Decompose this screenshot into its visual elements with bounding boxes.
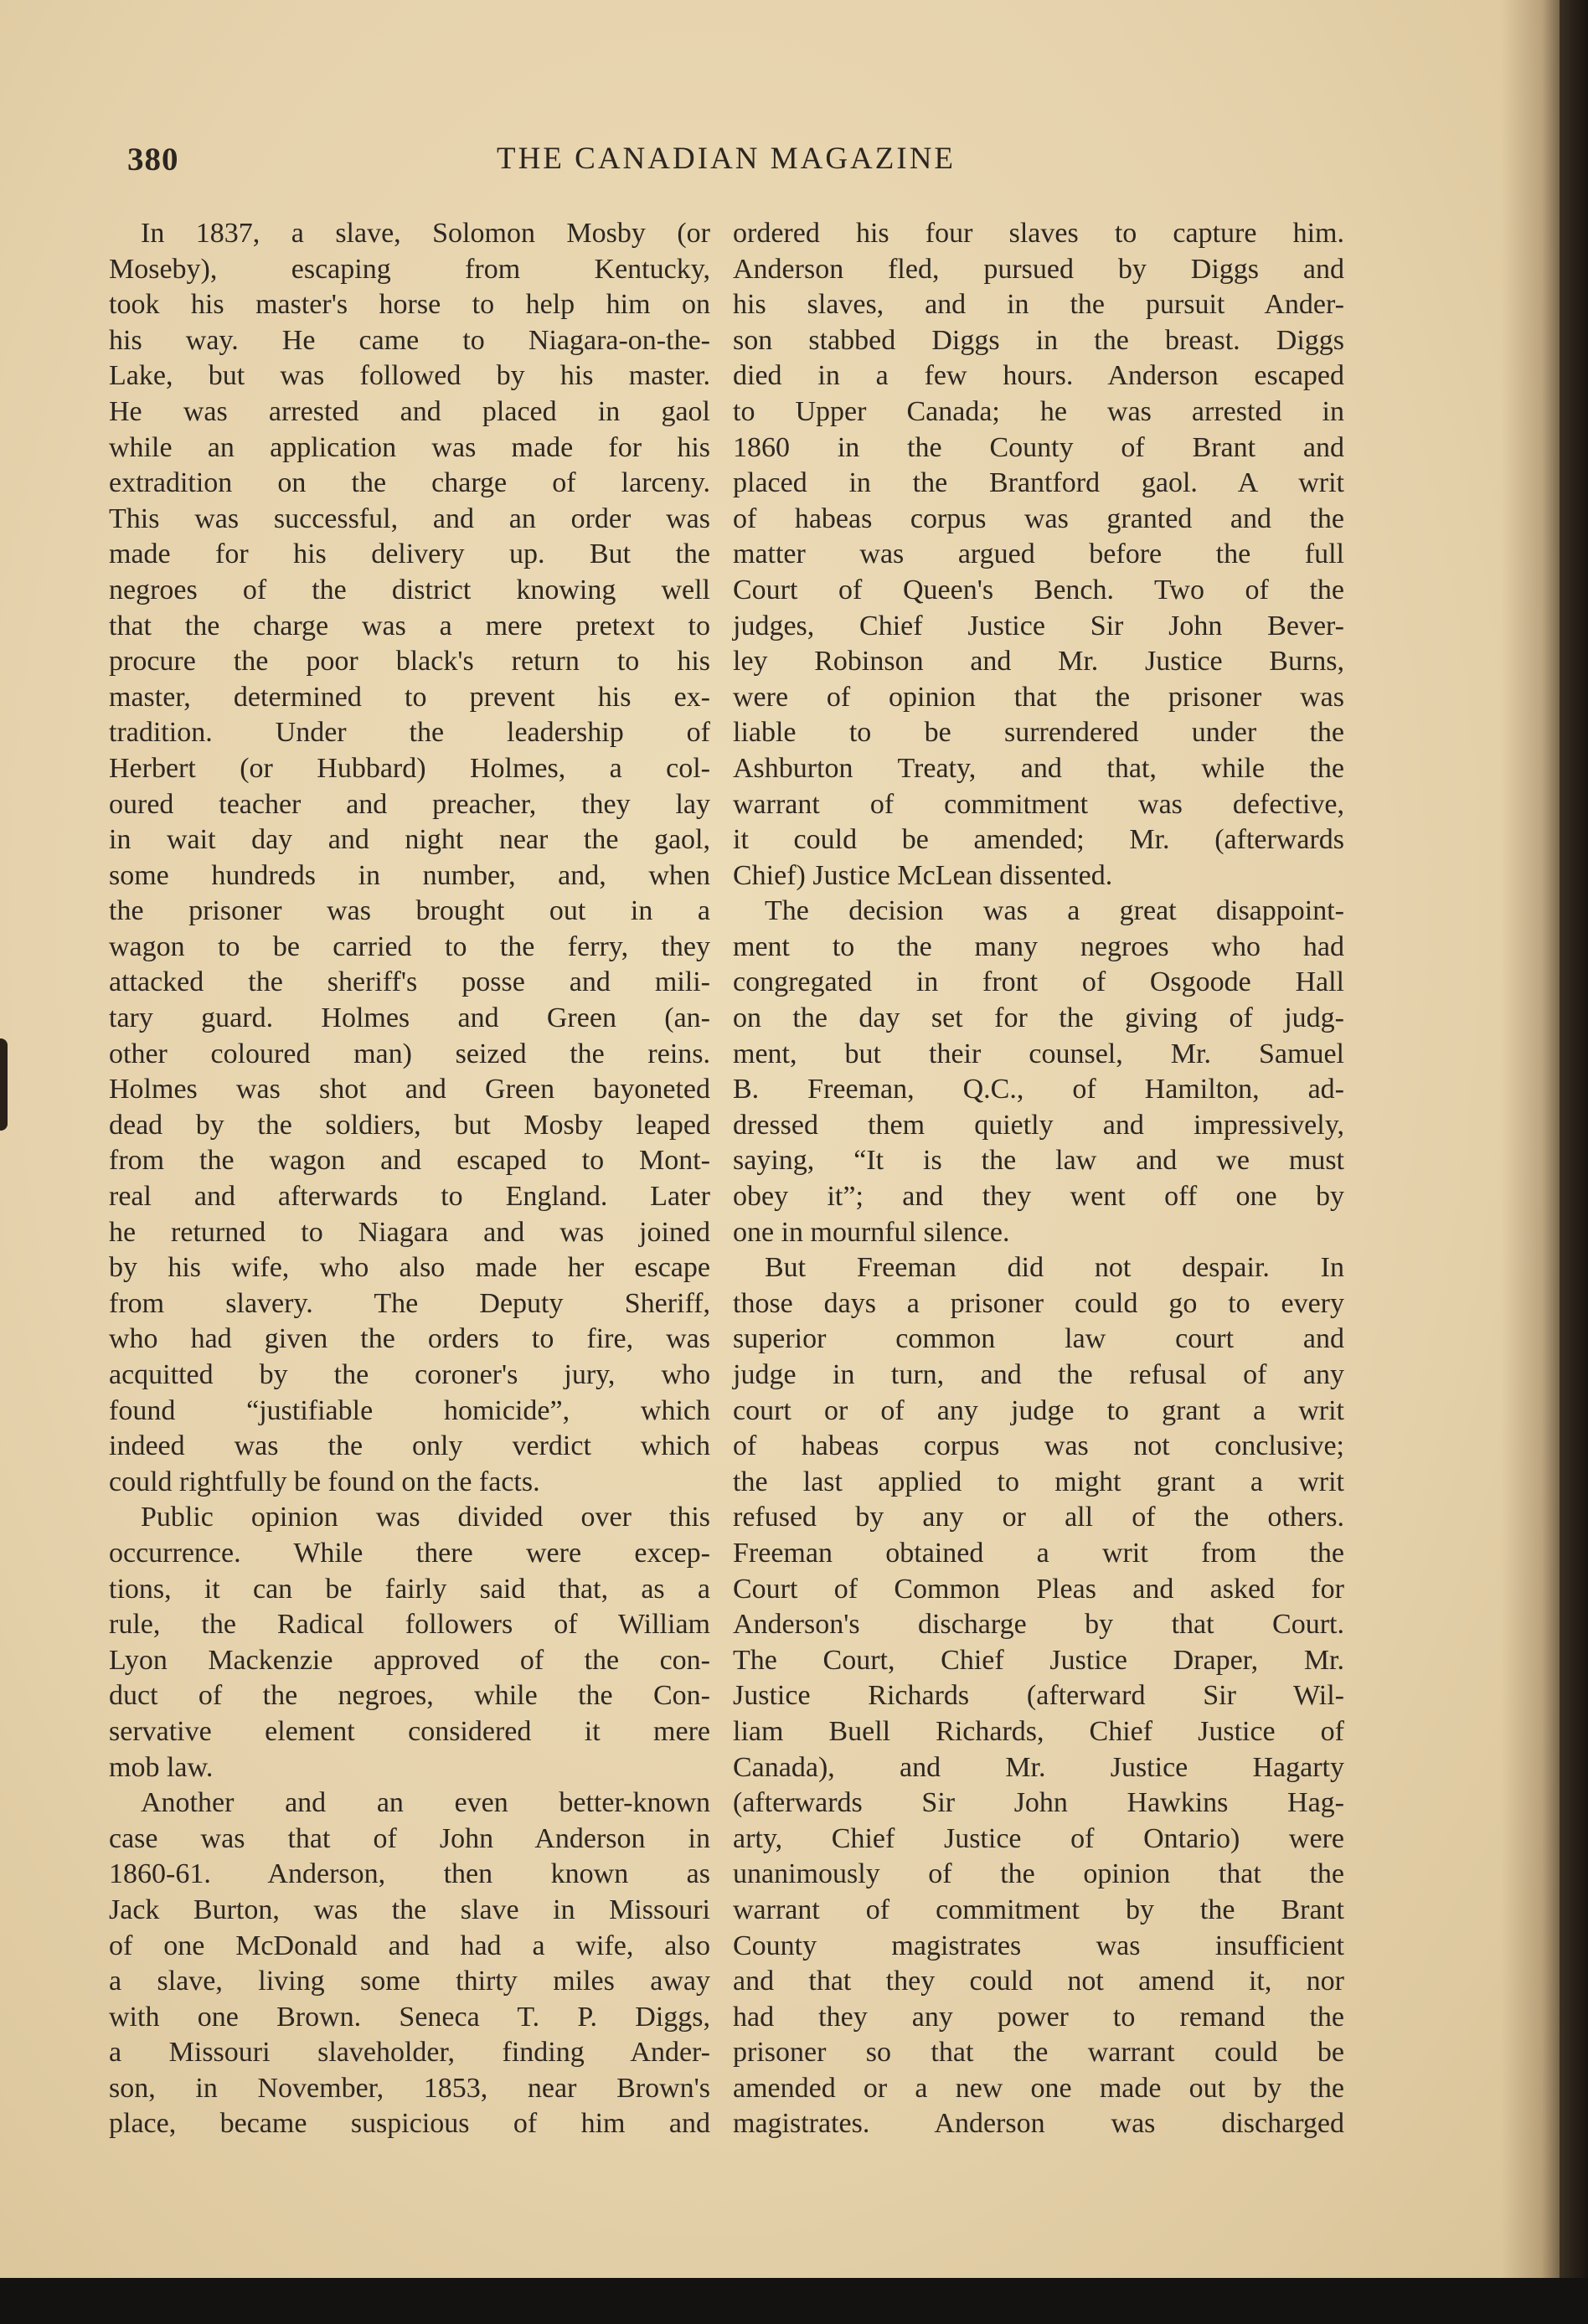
- text-line: Chief) Justice McLean dissented.: [733, 859, 1113, 891]
- text-line: that the charge was a mere pretext to: [109, 610, 710, 642]
- book-spine-edge: [1560, 0, 1588, 2324]
- text-line: and that they could not amend it, nor: [733, 1966, 1344, 1997]
- text-line: The decision was a great disappoint-: [765, 895, 1344, 927]
- text-line: saying, “It is the law and we must: [733, 1145, 1344, 1177]
- page-header: [127, 141, 1325, 199]
- text-line: prisoner so that the warrant could be: [733, 2037, 1344, 2069]
- running-head: THE CANADIAN MAGAZINE: [496, 142, 956, 176]
- text-line: it could be amended; Mr. (afterwards: [733, 824, 1344, 856]
- text-line: matter was argued before the full: [733, 538, 1344, 570]
- text-line: oured teacher and preacher, they lay: [109, 788, 710, 820]
- text-line: He was arrested and placed in gaol: [109, 395, 710, 427]
- text-line: ley Robinson and Mr. Justice Burns,: [733, 646, 1344, 678]
- text-line: In 1837, a slave, Solomon Mosby (or: [141, 218, 710, 249]
- text-line: from slavery. The Deputy Sheriff,: [109, 1287, 710, 1319]
- text-line: Holmes was shot and Green bayoneted: [109, 1074, 710, 1105]
- text-line: obey it”; and they went off one by: [733, 1181, 1344, 1213]
- text-line: his slaves, and in the pursuit Ander-: [733, 289, 1344, 321]
- text-line: liam Buell Richards, Chief Justice of: [733, 1715, 1344, 1747]
- text-line: warrant of commitment was defective,: [733, 788, 1344, 820]
- text-line: arty, Chief Justice of Ontario) were: [733, 1822, 1344, 1854]
- text-line: of one McDonald and had a wife, also: [109, 1930, 710, 1961]
- text-line: Court of Common Pleas and asked for: [733, 1573, 1344, 1605]
- text-line: dead by the soldiers, but Mosby leaped: [109, 1109, 710, 1141]
- text-line: found “justifiable homicide”, which: [109, 1394, 710, 1426]
- text-line: refused by any or all of the others.: [733, 1502, 1344, 1533]
- text-line: had they any power to remand the: [733, 2001, 1344, 2033]
- text-line: congregated in front of Osgoode Hall: [733, 966, 1344, 998]
- text-line: mob law.: [109, 1751, 214, 1783]
- text-line: extradition on the charge of larceny.: [109, 467, 710, 499]
- text-line: magistrates. Anderson was discharged: [733, 2108, 1344, 2140]
- text-line: who had given the orders to fire, was: [109, 1323, 710, 1355]
- text-line: Canada), and Mr. Justice Hagarty: [733, 1751, 1344, 1783]
- text-line: those days a prisoner could go to every: [733, 1287, 1344, 1319]
- text-line: procure the poor black's return to his: [109, 646, 710, 678]
- text-line: made for his delivery up. But the: [109, 538, 710, 570]
- text-line: of habeas corpus was granted and the: [733, 502, 1344, 534]
- text-line: a slave, living some thirty miles away: [109, 1966, 710, 1997]
- text-line: died in a few hours. Anderson escaped: [733, 360, 1344, 392]
- text-line: unanimously of the opinion that the: [733, 1858, 1344, 1890]
- text-line: indeed was the only verdict which: [109, 1430, 710, 1462]
- text-line: wagon to be carried to the ferry, they: [109, 930, 710, 962]
- text-line: he returned to Niagara and was joined: [109, 1216, 710, 1248]
- text-line: superior common law court and: [733, 1323, 1344, 1355]
- text-line: This was successful, and an order was: [109, 502, 710, 534]
- text-line: could rightfully be found on the facts.: [109, 1466, 540, 1497]
- text-line: by his wife, who also made her escape: [109, 1252, 710, 1284]
- text-column-left: [109, 216, 710, 2142]
- text-line: case was that of John Anderson in: [109, 1822, 710, 1854]
- text-line: Justice Richards (afterward Sir Wil-: [733, 1680, 1344, 1712]
- text-line: Lake, but was followed by his master.: [109, 360, 710, 392]
- text-line: warrant of commitment by the Brant: [733, 1894, 1344, 1925]
- text-line: Another and an even better-known: [141, 1787, 710, 1819]
- page-gutter-shadow: [1501, 0, 1560, 2278]
- text-line: court or of any judge to grant a writ: [733, 1394, 1344, 1426]
- text-line: real and afterwards to England. Later: [109, 1181, 710, 1213]
- text-line: one in mournful silence.: [733, 1216, 1010, 1248]
- text-line: to Upper Canada; he was arrested in: [733, 395, 1344, 427]
- text-line: other coloured man) seized the reins.: [109, 1038, 710, 1069]
- text-line: Herbert (or Hubbard) Holmes, a col-: [109, 752, 710, 784]
- text-line: son stabbed Diggs in the breast. Diggs: [733, 324, 1344, 356]
- text-line: from the wagon and escaped to Mont-: [109, 1145, 710, 1177]
- page-number: 380: [127, 142, 179, 178]
- text-line: with one Brown. Seneca T. P. Diggs,: [109, 2001, 710, 2033]
- text-line: duct of the negroes, while the Con-: [109, 1680, 710, 1712]
- text-column-right: [733, 216, 1344, 2142]
- scan-bottom-edge: [0, 2278, 1588, 2324]
- page-edge-mark: [0, 1038, 8, 1131]
- text-line: place, became suspicious of him and: [109, 2108, 710, 2140]
- text-line: son, in November, 1853, near Brown's: [109, 2072, 710, 2104]
- text-line: Court of Queen's Bench. Two of the: [733, 574, 1344, 605]
- text-line: tary guard. Holmes and Green (an-: [109, 1002, 710, 1034]
- text-line: the last applied to might grant a writ: [733, 1466, 1344, 1497]
- text-line: Freeman obtained a writ from the: [733, 1537, 1344, 1569]
- text-line: in wait day and night near the gaol,: [109, 824, 710, 856]
- text-line: But Freeman did not despair. In: [765, 1252, 1344, 1284]
- text-line: liable to be surrendered under the: [733, 717, 1344, 749]
- text-line: occurrence. While there were excep-: [109, 1537, 710, 1569]
- text-line: some hundreds in number, and, when: [109, 859, 710, 891]
- text-line: the prisoner was brought out in a: [109, 895, 710, 927]
- text-line: Ashburton Treaty, and that, while the: [733, 752, 1344, 784]
- text-line: B. Freeman, Q.C., of Hamilton, ad-: [733, 1074, 1344, 1105]
- text-line: judge in turn, and the refusal of any: [733, 1359, 1344, 1390]
- text-line: acquitted by the coroner's jury, who: [109, 1359, 710, 1390]
- text-line: were of opinion that the prisoner was: [733, 681, 1344, 713]
- text-line: Anderson fled, pursued by Diggs and: [733, 253, 1344, 285]
- text-line: Anderson's discharge by that Court.: [733, 1609, 1344, 1641]
- text-line: The Court, Chief Justice Draper, Mr.: [733, 1644, 1344, 1676]
- text-line: of habeas corpus was not conclusive;: [733, 1430, 1344, 1462]
- text-line: rule, the Radical followers of William: [109, 1609, 710, 1641]
- text-line: ment, but their counsel, Mr. Samuel: [733, 1038, 1344, 1069]
- text-line: Public opinion was divided over this: [141, 1502, 710, 1533]
- text-line: Moseby), escaping from Kentucky,: [109, 253, 710, 285]
- text-line: his way. He came to Niagara-on-the-: [109, 324, 710, 356]
- text-line: 1860-61. Anderson, then known as: [109, 1858, 710, 1890]
- text-line: ment to the many negroes who had: [733, 930, 1344, 962]
- text-line: tradition. Under the leadership of: [109, 717, 710, 749]
- text-line: on the day set for the giving of judg-: [733, 1002, 1344, 1034]
- text-line: while an application was made for his: [109, 431, 710, 463]
- text-line: attacked the sheriff's posse and mili-: [109, 966, 710, 998]
- text-line: County magistrates was insufficient: [733, 1930, 1344, 1961]
- text-line: Jack Burton, was the slave in Missouri: [109, 1894, 710, 1925]
- text-line: 1860 in the County of Brant and: [733, 431, 1344, 463]
- text-line: master, determined to prevent his ex-: [109, 681, 710, 713]
- text-line: Lyon Mackenzie approved of the con-: [109, 1644, 710, 1676]
- text-line: took his master's horse to help him on: [109, 289, 710, 321]
- text-line: dressed them quietly and impressively,: [733, 1109, 1344, 1141]
- text-line: amended or a new one made out by the: [733, 2072, 1344, 2104]
- text-line: (afterwards Sir John Hawkins Hag-: [733, 1787, 1344, 1819]
- text-line: ordered his four slaves to capture him.: [733, 218, 1344, 249]
- text-line: negroes of the district knowing well: [109, 574, 710, 605]
- text-line: servative element considered it mere: [109, 1715, 710, 1747]
- text-line: judges, Chief Justice Sir John Bever-: [733, 610, 1344, 642]
- text-line: a Missouri slaveholder, finding Ander-: [109, 2037, 710, 2069]
- text-line: tions, it can be fairly said that, as a: [109, 1573, 710, 1605]
- text-line: placed in the Brantford gaol. A writ: [733, 467, 1344, 499]
